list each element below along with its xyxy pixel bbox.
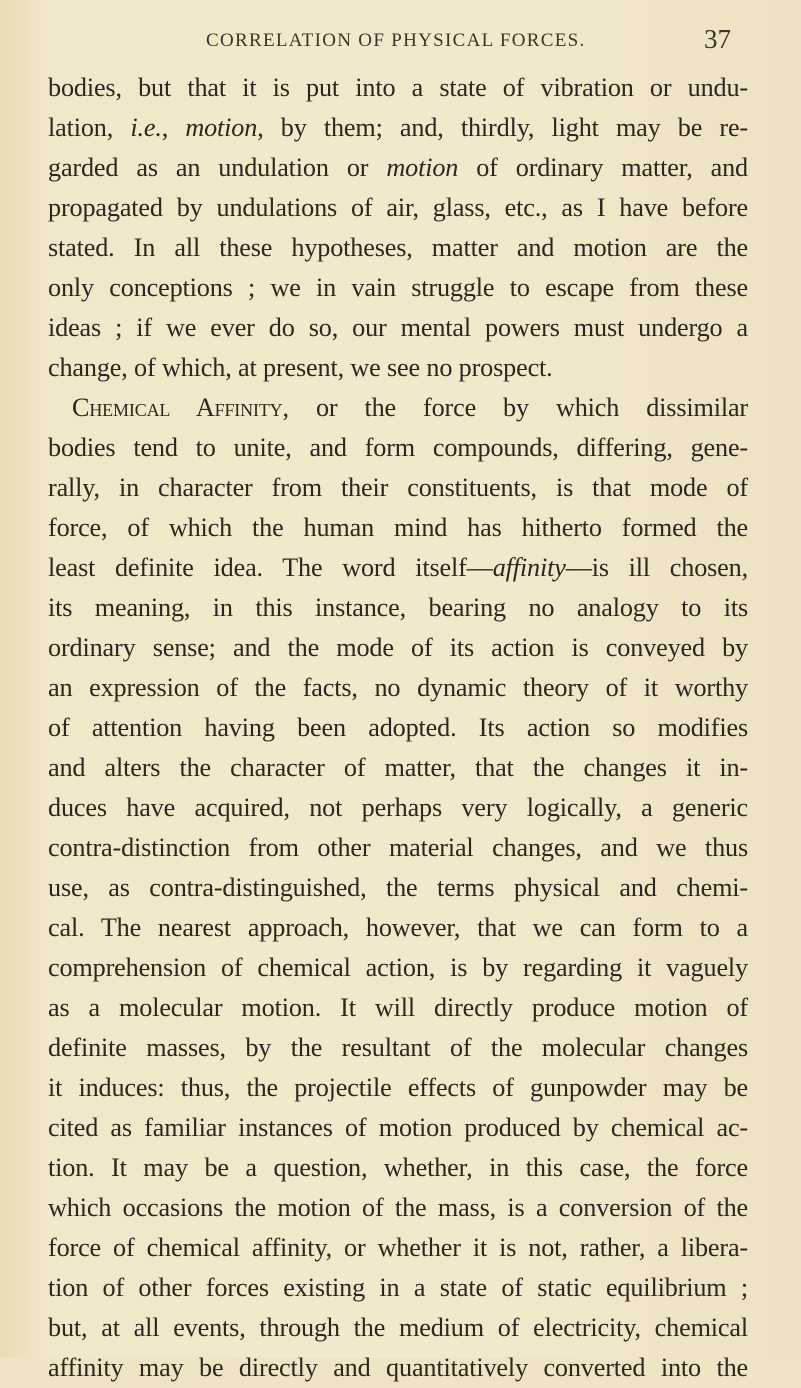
- text-line: bodies tend to unite, and form compounds, differing, gene-: [48, 433, 748, 462]
- text-line: but, at all events, through the medium of electricity, chemical: [48, 1313, 748, 1342]
- text-line: tion. It may be a question, whether, in this case, the force: [48, 1153, 748, 1182]
- text-line: ordinary sense; and the mode of its action is conveyed by: [48, 633, 748, 662]
- text-line: stated. In all these hypotheses, matter and motion are the: [48, 233, 748, 262]
- text-line: and alters the character of matter, that the changes it in-: [48, 753, 748, 782]
- text-line: lation, i.e., motion, by them; and, thirdly, light may be re-: [48, 113, 748, 142]
- text-line: bodies, but that it is put into a state of vibration or undu-: [48, 73, 748, 102]
- text-line: cal. The nearest approach, however, that we can form to a: [48, 913, 748, 942]
- text-line: force, of which the human mind has hitherto formed the: [48, 513, 748, 542]
- text-line: ideas ; if we ever do so, our mental powers must undergo a: [48, 313, 748, 342]
- body-text: [48, 68, 748, 1388]
- text-line: tion of other forces existing in a state of static equilibrium ;: [48, 1273, 748, 1302]
- text-line: propagated by undulations of air, glass, etc., as I have before: [48, 193, 748, 222]
- text-line: cited as familiar instances of motion produced by chemical ac-: [48, 1113, 748, 1142]
- text-line: Chemical Affinity, or the force by which dissimilar: [72, 393, 748, 422]
- text-line: as a molecular motion. It will directly produce motion of: [48, 993, 748, 1022]
- text-line: change, of which, at present, we see no prospect.: [48, 353, 553, 382]
- text-line: use, as contra-distinguished, the terms physical and chemi-: [48, 873, 748, 902]
- text-line: least definite idea. The word itself—affinity—is ill chosen,: [48, 553, 748, 582]
- text-line: its meaning, in this instance, bearing no analogy to its: [48, 593, 748, 622]
- text-line: rally, in character from their constituents, is that mode of: [48, 473, 748, 502]
- text-line: comprehension of chemical action, is by regarding it vaguely: [48, 953, 748, 982]
- text-line: duces have acquired, not perhaps very logically, a generic: [48, 793, 748, 822]
- page-number: 37: [704, 24, 731, 54]
- text-line: it induces: thus, the projectile effects of gunpowder may be: [48, 1073, 748, 1102]
- text-line: contra-distinction from other material changes, and we thus: [48, 833, 748, 862]
- text-line: only conceptions ; we in vain struggle to escape from these: [48, 273, 748, 302]
- section-heading: Chemical Affinity: [72, 393, 283, 422]
- text-line: definite masses, by the resultant of the molecular changes: [48, 1033, 748, 1062]
- text-line: an expression of the facts, no dynamic theory of it worthy: [48, 673, 748, 702]
- text-line: of attention having been adopted. Its action so modifies: [48, 713, 748, 742]
- text-line: affinity may be directly and quantitatively converted into the: [48, 1353, 748, 1382]
- text-line: which occasions the motion of the mass, is a conversion of the: [48, 1193, 748, 1222]
- text-line: force of chemical affinity, or whether it is not, rather, a libera-: [48, 1233, 748, 1262]
- text-line: garded as an undulation or motion of ordinary matter, and: [48, 153, 748, 182]
- running-head: CORRELATION OF PHYSICAL FORCES.: [206, 30, 586, 51]
